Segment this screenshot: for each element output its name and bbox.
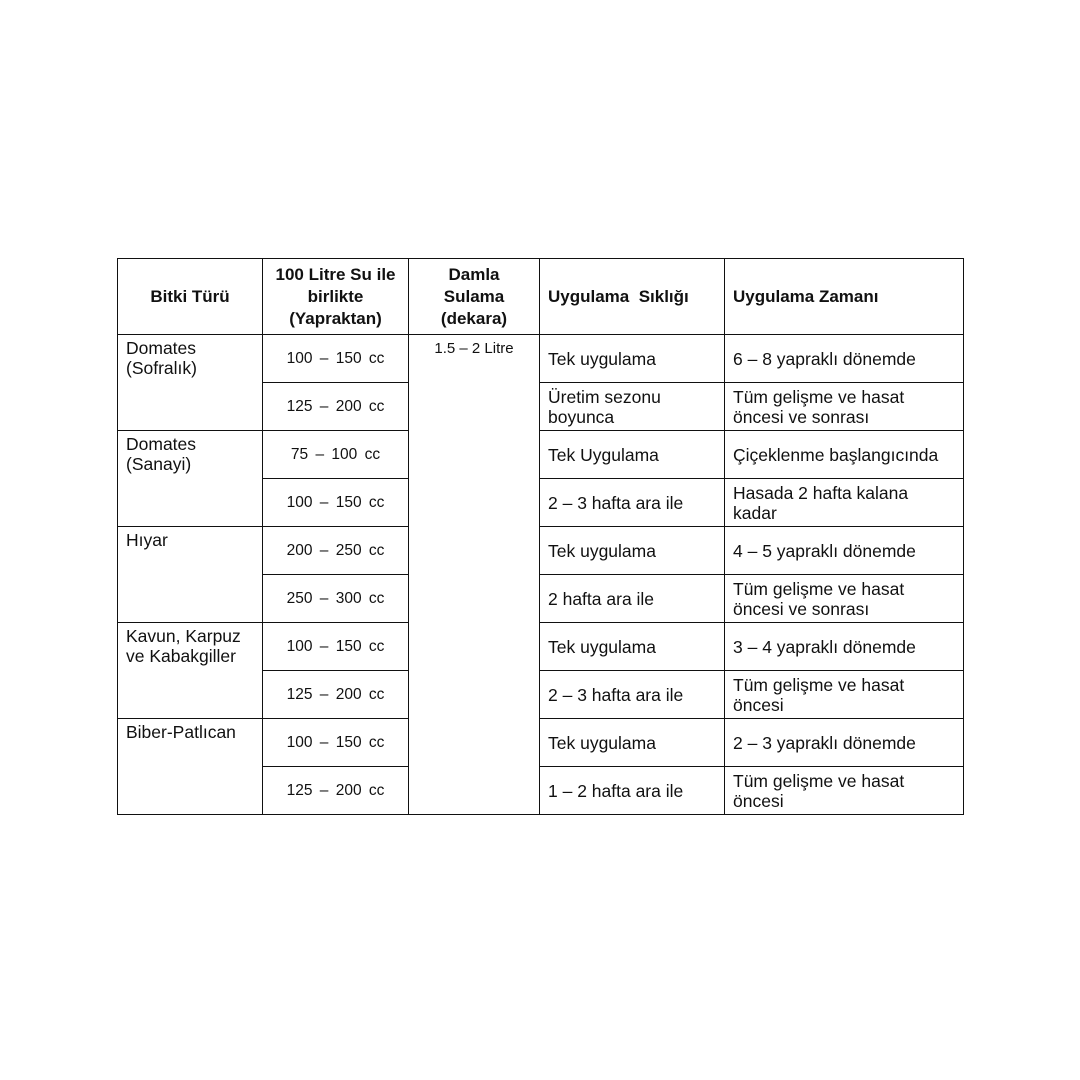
foliar-dose-cell: 100 – 150 cc	[263, 479, 409, 527]
frequency-cell: Üretim sezonu boyunca	[540, 383, 725, 431]
table-row	[118, 719, 964, 767]
table-body	[118, 335, 964, 815]
foliar-dose-cell: 100 – 150 cc	[263, 335, 409, 383]
timing-cell: Tüm gelişme ve hasat öncesi	[725, 767, 964, 815]
frequency-cell: 2 – 3 hafta ara ile	[540, 479, 725, 527]
drip-irrigation-cell: 1.5 – 2 Litre	[409, 335, 540, 815]
foliar-dose-cell: 75 – 100 cc	[263, 431, 409, 479]
table-row	[118, 527, 964, 575]
header-foliar-dose: 100 Litre Su ile birlikte (Yapraktan)	[263, 259, 409, 335]
foliar-dose-cell: 100 – 150 cc	[263, 623, 409, 671]
timing-cell: 4 – 5 yapraklı dönemde	[725, 527, 964, 575]
frequency-cell: Tek uygulama	[540, 623, 725, 671]
foliar-dose-cell: 125 – 200 cc	[263, 671, 409, 719]
plant-type-cell: Hıyar	[118, 527, 263, 623]
timing-cell: Çiçeklenme başlangıcında	[725, 431, 964, 479]
frequency-cell: Tek uygulama	[540, 335, 725, 383]
frequency-cell: Tek uygulama	[540, 527, 725, 575]
header-drip-irrigation: Damla Sulama (dekara)	[409, 259, 540, 335]
foliar-dose-cell: 250 – 300 cc	[263, 575, 409, 623]
plant-type-cell: Domates (Sofralık)	[118, 335, 263, 431]
foliar-dose-cell: 125 – 200 cc	[263, 767, 409, 815]
frequency-cell: 2 – 3 hafta ara ile	[540, 671, 725, 719]
frequency-cell: Tek uygulama	[540, 719, 725, 767]
foliar-dose-cell: 125 – 200 cc	[263, 383, 409, 431]
header-timing: Uygulama Zamanı	[725, 259, 964, 335]
plant-type-cell: Kavun, Karpuz ve Kabakgiller	[118, 623, 263, 719]
header-row	[118, 259, 964, 335]
frequency-cell: 2 hafta ara ile	[540, 575, 725, 623]
application-table	[117, 258, 964, 815]
frequency-cell: Tek Uygulama	[540, 431, 725, 479]
frequency-cell: 1 – 2 hafta ara ile	[540, 767, 725, 815]
timing-cell: Hasada 2 hafta kalana kadar	[725, 479, 964, 527]
timing-cell: Tüm gelişme ve hasat öncesi	[725, 671, 964, 719]
timing-cell: Tüm gelişme ve hasat öncesi ve sonrası	[725, 383, 964, 431]
plant-type-cell: Domates (Sanayi)	[118, 431, 263, 527]
timing-cell: 6 – 8 yapraklı dönemde	[725, 335, 964, 383]
plant-type-cell: Biber-Patlıcan	[118, 719, 263, 815]
header-plant-type: Bitki Türü	[118, 259, 263, 335]
header-frequency: Uygulama Sıklığı	[540, 259, 725, 335]
table-row	[118, 623, 964, 671]
timing-cell: 2 – 3 yapraklı dönemde	[725, 719, 964, 767]
foliar-dose-cell: 100 – 150 cc	[263, 719, 409, 767]
foliar-dose-cell: 200 – 250 cc	[263, 527, 409, 575]
table-row	[118, 335, 964, 383]
timing-cell: 3 – 4 yapraklı dönemde	[725, 623, 964, 671]
timing-cell: Tüm gelişme ve hasat öncesi ve sonrası	[725, 575, 964, 623]
table-row	[118, 431, 964, 479]
